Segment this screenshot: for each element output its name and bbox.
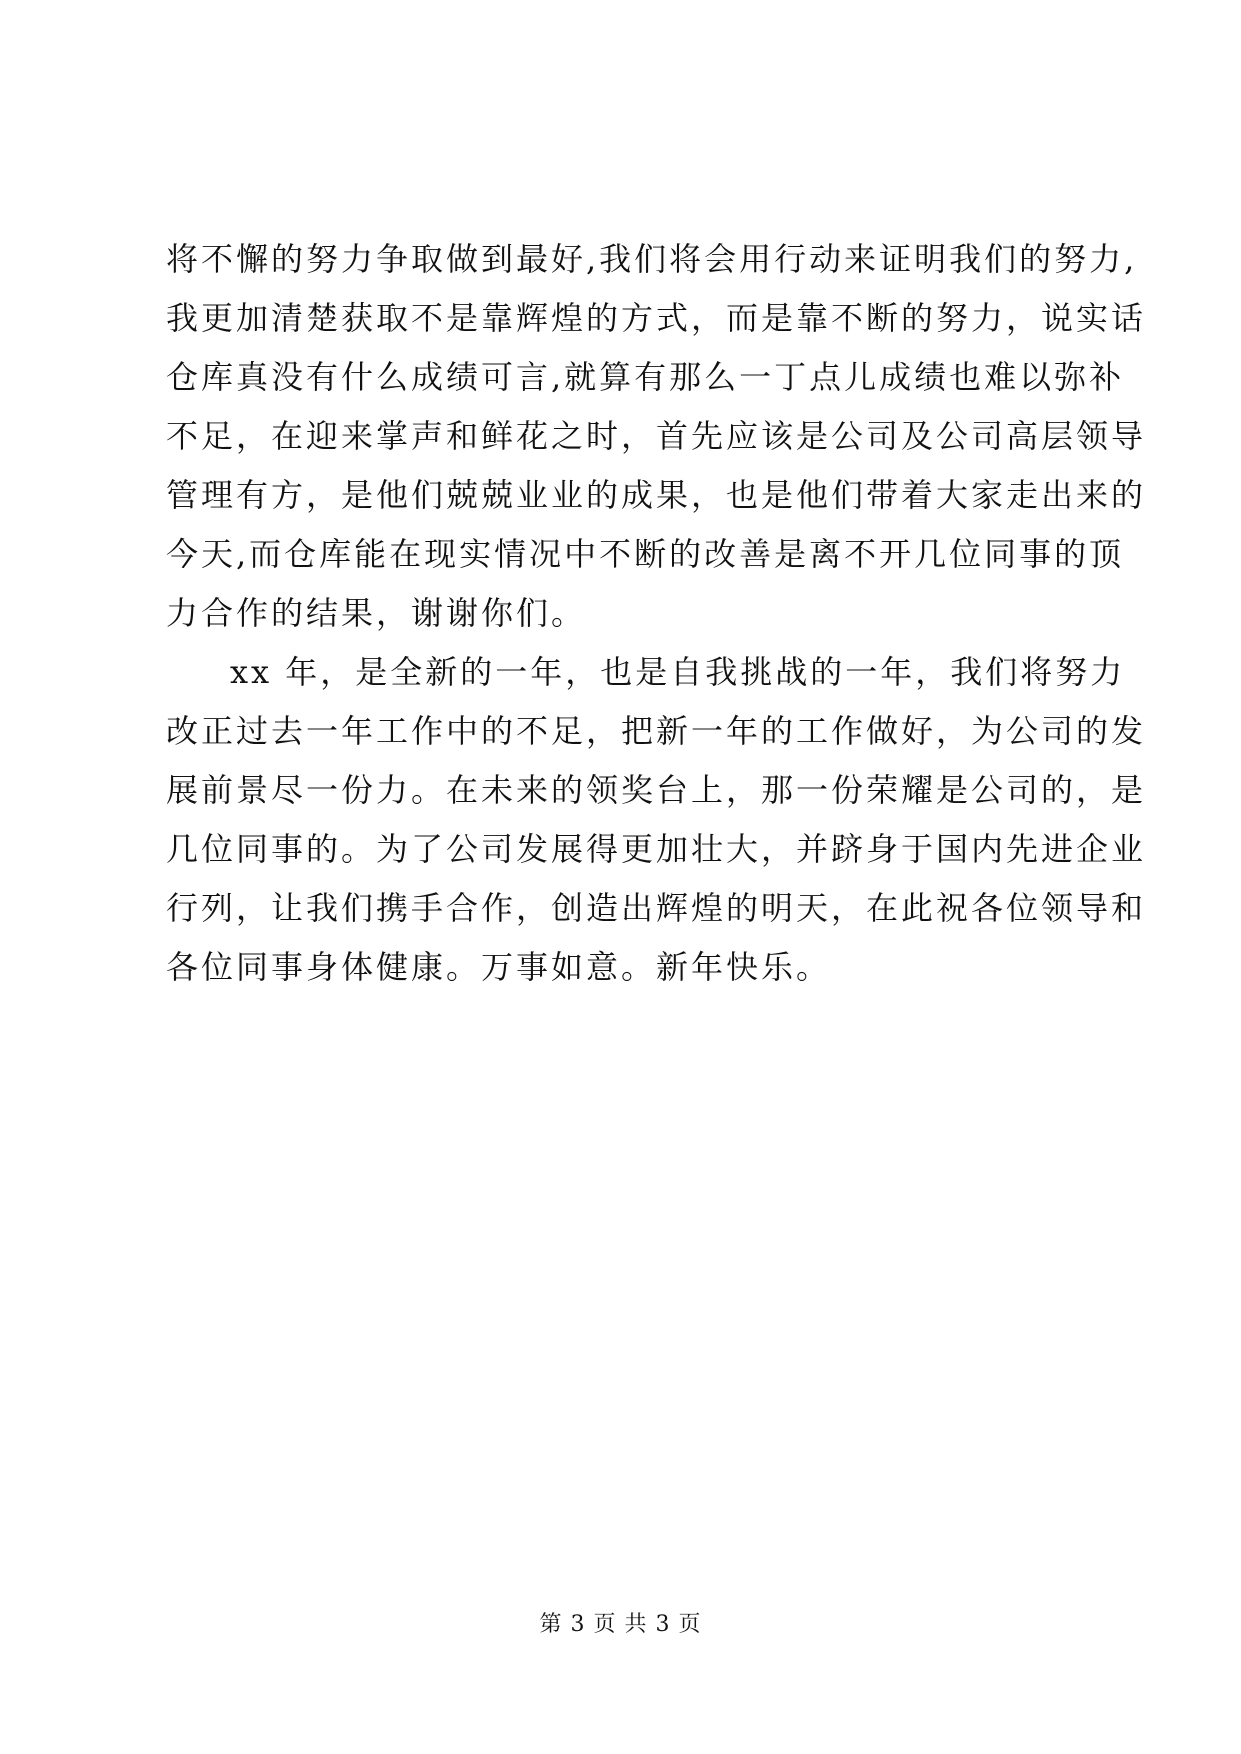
paragraph-2-line-2: 改正过去一年工作中的不足，把新一年的工作做好，为公司的发	[166, 712, 1147, 750]
paragraph-1-line-5: 管理有方，是他们兢兢业业的成果，也是他们带着大家走出来的	[166, 476, 1147, 514]
paragraph-1-line-6: 今天,而仓库能在现实情况中不断的改善是离不开几位同事的顶	[166, 535, 1125, 573]
paragraph-2-line-4: 几位同事的。为了公司发展得更加壮大，并跻身于国内先进企业	[166, 830, 1147, 868]
paragraph-1-line-2: 我更加清楚获取不是靠辉煌的方式，而是靠不断的努力，说实话	[166, 299, 1147, 337]
page-number-footer: 第 3 页 共 3 页	[539, 1612, 702, 1637]
paragraph-2-line-6: 各位同事身体健康。万事如意。新年快乐。	[166, 948, 832, 986]
paragraph-1-line-3: 仓库真没有什么成绩可言,就算有那么一丁点儿成绩也难以弥补	[166, 358, 1125, 396]
paragraph-2-line-3: 展前景尽一份力。在未来的领奖台上，那一份荣耀是公司的，是	[166, 771, 1147, 809]
paragraph-2-line-5: 行列，让我们携手合作，创造出辉煌的明天，在此祝各位领导和	[166, 889, 1147, 927]
paragraph-1-line-4: 不足，在迎来掌声和鲜花之时，首先应该是公司及公司高层领导	[166, 417, 1147, 455]
paragraph-1-line-7: 力合作的结果，谢谢你们。	[166, 594, 587, 632]
paragraph-2-line-1: xx 年，是全新的一年，也是自我挑战的一年，我们将努力	[230, 653, 1126, 691]
paragraph-1-line-1: 将不懈的努力争取做到最好,我们将会用行动来证明我们的努力,	[166, 240, 1138, 278]
document-body	[166, 230, 1147, 997]
